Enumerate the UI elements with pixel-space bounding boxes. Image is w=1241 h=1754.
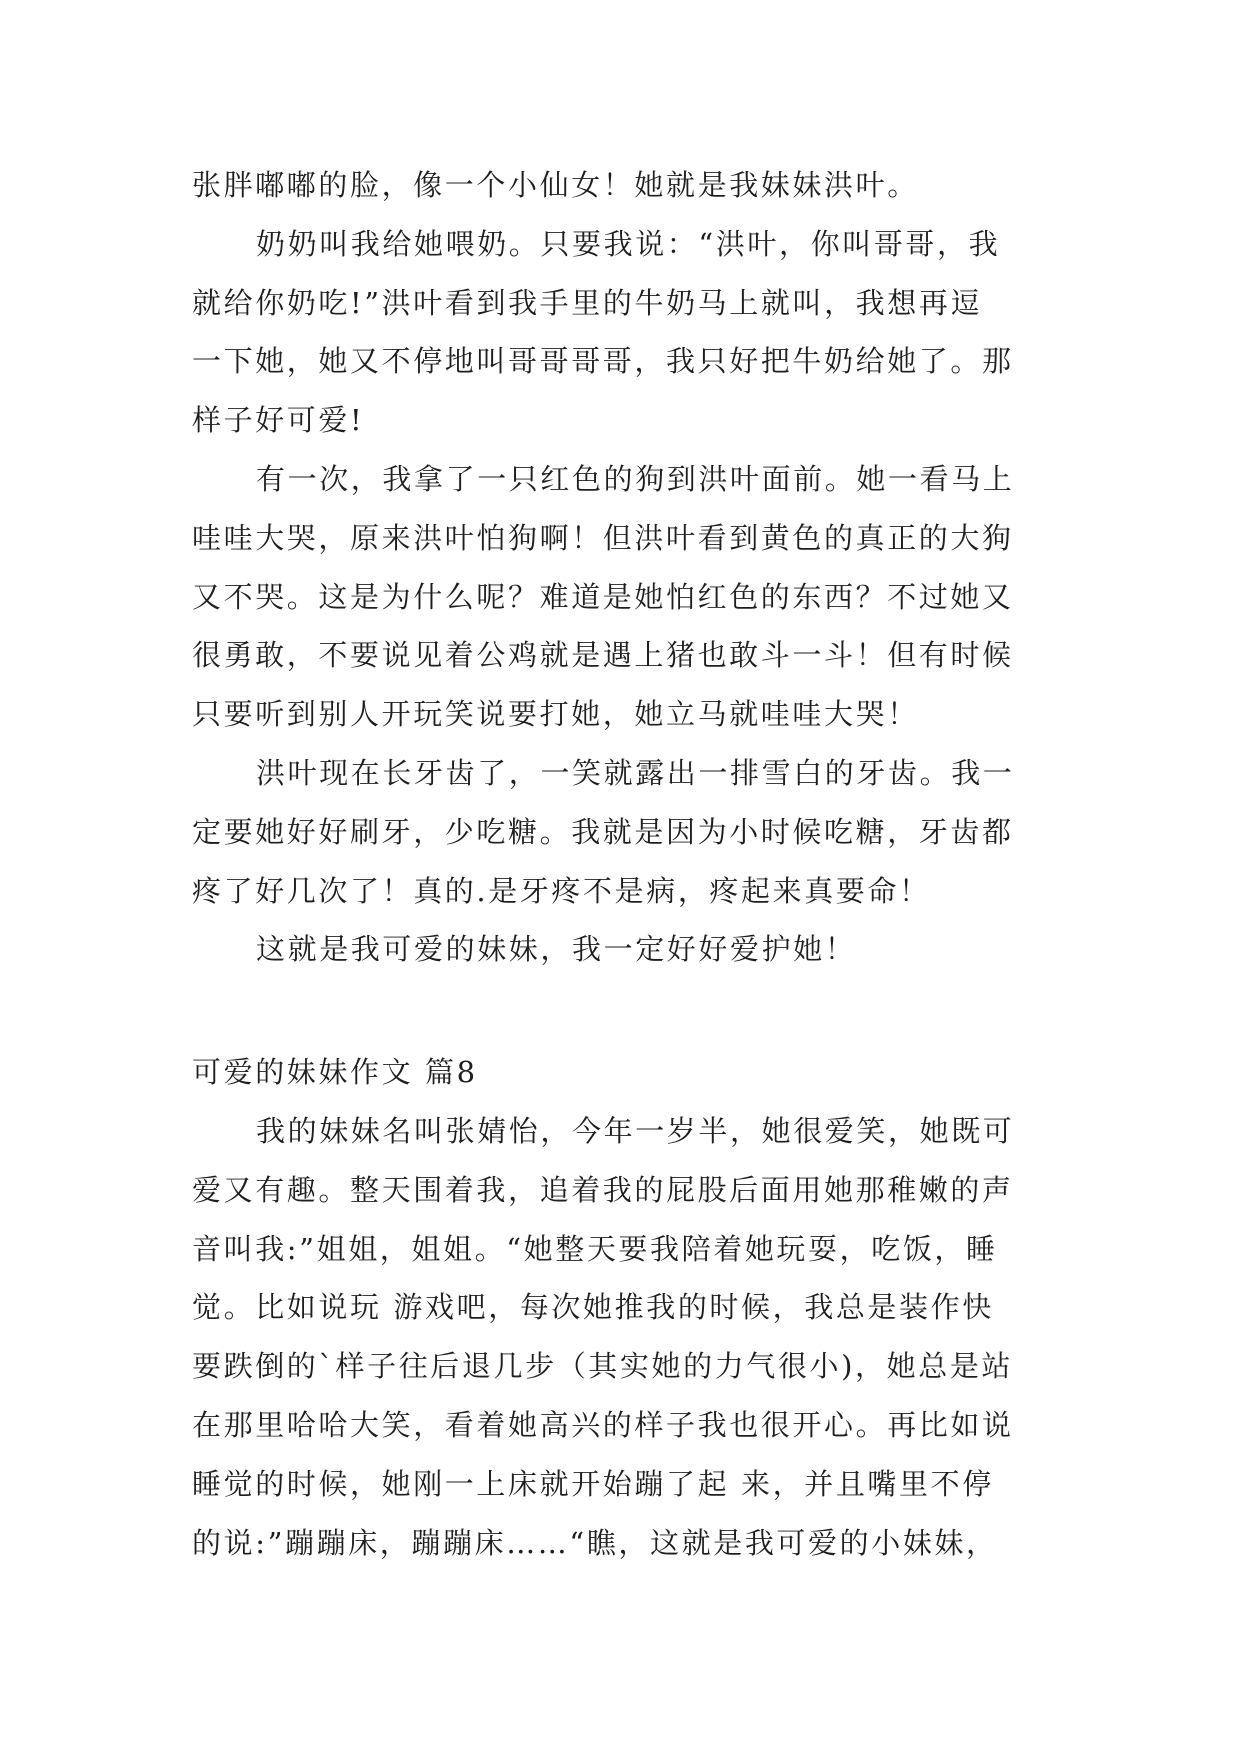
text-line: 有一次，我拿了一只红色的狗到洪叶面前。她一看马上 (256, 461, 1015, 496)
text-line: 我的妹妹名叫张婧怡，今年一岁半，她很爱笑，她既可 (256, 1113, 1015, 1148)
text-line: 哇哇大哭，原来洪叶怕狗啊！但洪叶看到黄色的真正的大狗 (192, 520, 1014, 555)
paragraph-gap (192, 979, 1052, 1043)
text-line: 疼了好几次了！真的.是牙疼不是病，疼起来真要命！ (192, 873, 931, 908)
text-line: 这就是我可爱的妹妹，我一定好好爱护她！ (256, 932, 857, 967)
text-line: 只要听到别人开玩笑说要打她，她立马就哇哇大哭！ (192, 697, 919, 732)
text-line: 奶奶叫我给她喂奶。只要我说：“洪叶，你叫哥哥，我 (256, 226, 1001, 261)
text-line: 爱又有趣。整天围着我，追着我的屁股后面用她那稚嫩的声 (192, 1172, 1014, 1207)
text-line: 在那里哈哈大笑，看着她高兴的样子我也很开心。再比如说 (192, 1407, 1014, 1442)
text-line: 觉。比如说玩 游戏吧，每次她推我的时候，我总是装作快 (192, 1290, 994, 1325)
text-line: 又不哭。这是为什么呢？难道是她怕红色的东西？不过她又 (192, 579, 1014, 614)
text-line: 一下她，她又不停地叫哥哥哥哥，我只好把牛奶给她了。那 (192, 344, 1014, 379)
text-line: 定要她好好刷牙，少吃糖。我就是因为小时候吃糖，牙齿都 (192, 814, 1014, 849)
text-line: 的说:”蹦蹦床，蹦蹦床……“瞧，这就是我可爱的小妹妹， (192, 1525, 998, 1560)
text-line: 睡觉的时候，她刚一上床就开始蹦了起 来，并且嘴里不停 (192, 1466, 994, 1501)
text-line: 很勇敢，不要说见着公鸡就是遇上猪也敢斗一斗！但有时候 (192, 638, 1014, 673)
section-heading: 可爱的妹妹作文 篇8 (192, 1055, 478, 1090)
text-line: 样子好可爱! (192, 403, 365, 438)
text-line: 张胖嘟嘟的脸，像一个小仙女！她就是我妹妹洪叶。 (192, 168, 919, 202)
text-line: 要跌倒的`样子往后退几步（其实她的力气很小)，她总是站 (192, 1349, 1014, 1384)
text-line: 洪叶现在长牙齿了，一笑就露出一排雪白的牙齿。我一 (256, 755, 1015, 790)
document-body (192, 156, 1052, 1572)
text-line: 音叫我:”姐姐，姐姐。“她整天要我陪着她玩耍，吃饭，睡 (192, 1231, 998, 1266)
text-line: 就给你奶吃!”洪叶看到我手里的牛奶马上就叫，我想再逗 (192, 285, 983, 320)
